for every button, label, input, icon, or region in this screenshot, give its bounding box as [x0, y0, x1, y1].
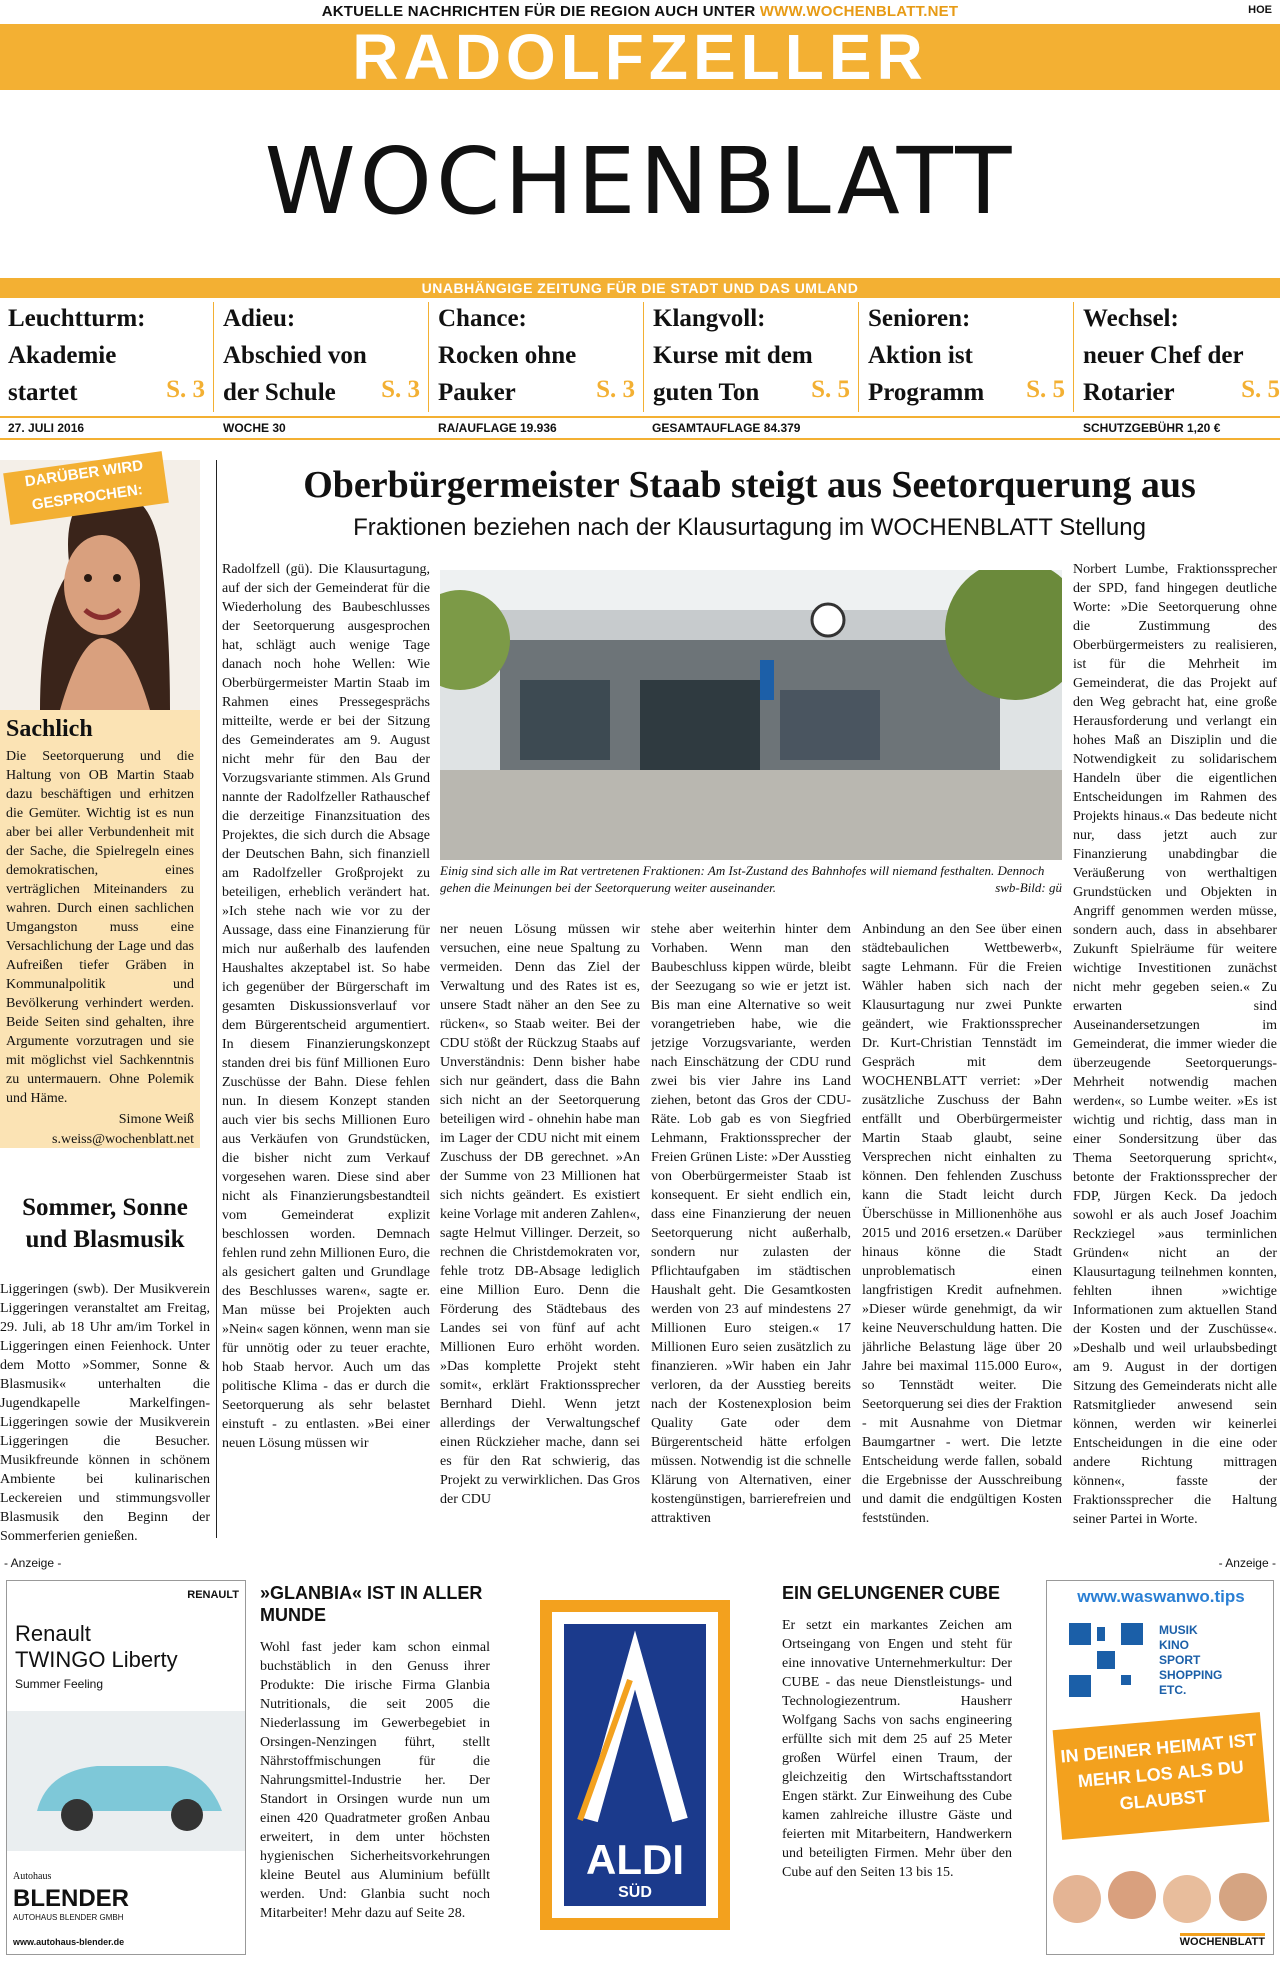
teaser-line: Klangvoll: — [653, 305, 766, 332]
waswanwo-ad[interactable] — [1046, 1580, 1274, 1955]
issue-meta — [0, 416, 1280, 440]
waswanwo-slogan: IN DEINER HEIMAT IST MEHR LOS ALS DU GLAUBST — [1053, 1712, 1270, 1840]
teaser-line: Abschied von — [223, 342, 367, 369]
teaser-line: Senioren: — [868, 305, 971, 332]
teaser-2[interactable] — [215, 300, 428, 414]
commentary-title: Sachlich — [6, 716, 93, 742]
commentary-box — [0, 710, 200, 1148]
teaser-line: Adieu: — [223, 305, 296, 332]
waswanwo-categories — [1159, 1623, 1222, 1698]
teaser-5[interactable] — [860, 300, 1073, 414]
glanbia-text: Wohl fast jeder kam schon einmal buchstäblich in den Genuss ihrer Produkte: Die irische Firma Glanbia Nutritionals, die seit 2005 die Niederlassung im Gewerbegebiet in Orsingen-Nenzingen führt, stellt Nährstoffmischungen für die Nahrungsmittel-Industrie her. Der Standort in Orsingen wurde nun um einen 420 Quadratmeter großen Anbau erweitert, in dem unter höchsten hygienischen Sicherheitsvorkehrungen kleine Beutel aus Aluminium befüllt werden. Und: Glanbia sucht noch Mitarbeiter! Mehr dazu auf Seite 28. — [260, 1640, 490, 1921]
issue-date: 27. JULI 2016 — [8, 421, 85, 435]
waswanwo-brand: WOCHENBLATT — [1180, 1933, 1265, 1948]
teaser-page: S. 3 — [381, 376, 420, 403]
teaser-line: Akademie — [8, 342, 117, 369]
top-strip-url[interactable]: WWW.WOCHENBLATT.NET — [759, 3, 959, 20]
renault-model-name: TWINGO Liberty — [15, 1647, 178, 1672]
teaser-divider — [643, 302, 644, 412]
sommer-text: Liggeringen (swb). Der Musikverein Liggeringen veranstaltet am Freitag, 29. Juli, ab 18 Uhr am/im Torkel in Liggeringen einen Feienhock. Unter dem Motto »Sommer, Sonne & Blasmusik« unterhalten die Jugendkapelle Markelfingen-Liggeringen sowie der Musikverein Liggeringen die Besucher. Musikfreunde können in schönem Ambiente bei kulinarischen Leckereien und stimmungsvoller Blasmusik den Beginn der Sommerferien genießen. — [0, 1282, 210, 1544]
qr-code-icon — [1067, 1621, 1145, 1699]
advertorial-cube — [782, 1582, 1012, 1882]
teaser-divider — [1073, 302, 1074, 412]
article-headline: Oberbürgermeister Staab steigt aus Seetorquerung aus — [303, 464, 1196, 506]
teaser-line: Chance: — [438, 305, 527, 332]
dealer-sub: AUTOHAUS BLENDER GMBH — [13, 1913, 124, 1922]
teaser-line: Rocken ohne — [438, 342, 577, 369]
teaser-line: Leuchtturm: — [8, 305, 146, 332]
advertorial-glanbia — [260, 1582, 490, 1923]
article-column-4: Anbindung an den See über einen städtebaulichen Wettbewerb«, sagte Lehmann. Für die Freien Wähler haben sich nach der Klausurtagung nur zwei Punkte geändert, wie Fraktionssprecher Dr. Kurt-Christian Tennstädt im Gespräch mit dem WOCHENBLATT verriet: »Der zusätzliche Zuschuss der Bahn entfällt und Oberbürgermeister Martin Staab glaubt, seine Versprechen nicht einhalten zu können. Den fehlenden Zuschuss kann die Stadt leicht durch Überschüsse in Millionenhöhe aus 2015 und 2016 ersetzen.« Darüber hinaus könne die Stadt unproblematisch einen langfristigen Kredit aufnehmen. »Dieser würde genehmigt, da wir keine Neuverschuldung hatten. Die jährliche Belastung läge über 20 Jahre bei maximal 115.000 Euro«, so Tennstädt weiter. Die Seetorquerung sei dies der Fraktion - mit Ausnahme von Dietmar Baumgartner - wert. Die letzte Entscheidung werde fallen, sobald die Ergebnisse der Ausschreibung und damit die endgültigen Kosten feststünden. — [862, 922, 1062, 1526]
renault-claim: Summer Feeling — [15, 1677, 104, 1691]
teaser-page: S. 5 — [1026, 376, 1065, 403]
glanbia-title: »GLANBIA« IST IN ALLER MUNDE — [260, 1583, 483, 1625]
masthead-band — [0, 21, 1280, 93]
teaser-page: S. 3 — [166, 376, 205, 403]
teaser-line: Pauker — [438, 379, 516, 406]
cube-text: Er setzt ein markantes Zeichen am Ortseingang von Engen und steht für eine innovative Unternehmerkultur: Der CUBE - das neue Dienstleistungs- und Technologiezentrum. Hausherr Wolfgang Sachs von sachs engineering erfüllte sich mit dem 25 auf 25 Meter großen Würfel einen Traum, der gleichzeitig den Wirtschaftsstandort Engen stärkt. Zur Einweihung des Cube kamen zahlreiche illustre Gäste und feierten mit Mitarbeitern, Handwerkern und beteiligten Firmen. Mehr über den Cube auf den Seiten 13 bis 15. — [782, 1618, 1012, 1880]
masthead-title: WOCHENBLATT — [264, 128, 1016, 235]
teaser-3[interactable] — [430, 300, 643, 414]
commentary-author: Simone Weiß — [118, 1112, 194, 1127]
teaser-page: S. 5 — [811, 376, 850, 403]
issue-week: WOCHE 30 — [223, 421, 286, 435]
teaser-line: Aktion ist — [868, 342, 973, 369]
dealer-name: BLENDER — [13, 1885, 130, 1912]
teaser-4[interactable] — [645, 300, 858, 414]
teaser-6[interactable] — [1075, 300, 1280, 414]
faces-image — [1047, 1849, 1274, 1929]
waswanwo-category: KINO — [1159, 1638, 1189, 1652]
dealer-top: Autohaus — [13, 1871, 52, 1882]
masthead-city: RADOLFZELLER — [352, 21, 928, 93]
teaser-line: der Schule — [223, 379, 336, 406]
article-column-3: stehe aber weiterhin hinter dem Vorhaben. Wenn man den Baubeschluss kippen würde, bleibt der Seezugang so wie er jetzt ist. Bis man eine Alternative so weit vorangetrieben habe, wie die jetzige Vorzugsvariante, werden nach Einschätzung der CDU rund zwei bis vier Jahre ins Land ziehen, betont das Gros der CDU-Räte. Lob gab es von Siegfried Lehmann, Fraktionssprecher der Freien Grünen Liste: »Der Ausstieg von Oberbürgermeister Staab ist konsequent. Er sieht endlich ein, dass eine Finanzierung der neuen Seetorquerung nicht außerhalb, sondern nur zulasten der Pflichtaufgaben im städtischen Haushalt geht. Die Gesamtkosten werden von 23 auf mindestens 27 Millionen Euro steigen.« 17 Millionen Euro seien zusätzlich zu finanzieren. »Wir haben ein Jahr verloren, da der Ausstieg bereits nach der Kostenexplosion beim Quality Gate oder dem Bürgerentscheid hätte erfolgen müssen. Notwendig ist die schnelle Klärung von Alternativen, einer kostengünstigen, barrierefreien und attraktiven — [651, 922, 851, 1526]
waswanwo-category: MUSIK — [1159, 1623, 1198, 1637]
teaser-bar — [0, 298, 1280, 416]
waswanwo-category: ETC. — [1159, 1683, 1187, 1697]
teaser-line: Kurse mit dem — [653, 342, 813, 369]
article-column-2: ner neuen Lösung müssen wir versuchen, eine neue Spaltung zu vermeiden. Denn das Ziel der Verwaltung und des Rates ist es, unsere Stadt näher an den See zu rücken«, so Staab weiter. Bei der CDU stößt der Rückzug Staabs auf Unverständnis: Denn bisher habe sich nur geändert, dass die Bahn sich nicht an der Seetorquerung beteiligen wird - ohnehin habe man im Lager der CDU nicht mit einem Zuschuss der DB gerechnet. »An der Summe von 23 Millionen hat sich nichts geändert. Es existiert keine Vorlage mit anderen Zahlen«, sagte Helmut Villinger. Derzeit, so rechnen die Christdemokraten vor, fehle trotz DB-Absage lediglich eine Million Euro. Denn die Förderung des Städtebaus des Landes sei von fünf auf acht Millionen Euro erhöht worden. »Das komplette Projekt steht somit«, erklärt Fraktionssprecher Bernhard Diehl. Wenn jetzt allerdings der Verwaltungschef einen Rückzieher mache, dann sei es für den Rat schwierig, das Projekt zu verwirklichen. Das Gros der CDU — [440, 922, 640, 1507]
teaser-line: guten Ton — [653, 379, 760, 406]
issue-auflage: RA/AUFLAGE 19.936 — [438, 421, 557, 435]
teaser-line: startet — [8, 379, 78, 406]
teaser-1[interactable] — [0, 300, 213, 414]
teaser-line: neuer Chef der — [1083, 342, 1244, 369]
waswanwo-url[interactable]: www.waswanwo.tips — [1077, 1587, 1245, 1606]
aldi-name: ALDI — [586, 1836, 684, 1883]
sommer-headline: Sommer, Sonne und Blasmusik — [22, 1194, 188, 1253]
commentary-email[interactable]: s.weiss@wochenblatt.net — [52, 1132, 194, 1147]
teaser-line: Programm — [868, 379, 985, 406]
teaser-divider — [213, 302, 214, 412]
teaser-divider — [428, 302, 429, 412]
renault-brand: RENAULT — [187, 1589, 239, 1601]
issue-gesamtauflage: GESAMTAUFLAGE 84.379 — [652, 421, 801, 435]
article-photo — [440, 570, 1062, 860]
tagline: UNABHÄNGIGE ZEITUNG FÜR DIE STADT UND DAS UMLAND — [0, 278, 1280, 298]
commentary-text: Die Seetorquerung und die Haltung von OB Martin Staab dazu beschäftigen und erhitzen die Gemüter. Wichtig ist es nun aber bei aller Verbundenheit mit der Sache, die Spielregeln eines demokratischen, eines verträglichen Miteinanders zu wahren. Durch einen sachlichen Umgangston muss eine Versachlichung der Lage und das Aufreißen tiefer Gräben in Kommunalpolitik und Bevölkerung verhindert werden. Beide Seiten sind gehalten, ihre Argumente vorzutragen und sie mit möglichst viel Sachkenntnis zu untermauern. Ohne Polemik und Häme. — [6, 749, 194, 1106]
photo-caption — [440, 862, 1062, 896]
article-column-1: Radolfzell (gü). Die Klausurtagung, auf der sich der Gemeinderat für die Wiederholung des Baubeschlusses der Seetorquerung ausgesprochen hat, schlägt auch wenige Tage danach noch hohe Wellen: Wie Oberbürgermeister Martin Staab im Rahmen eines Pressegesprächs mitteilte, werde er bei der Sitzung des Gemeinderates am 9. August nicht mehr für den Bau der Vorzugsvariante stimmen. Als Grund nannte der Radolfzeller Rathauschef die derzeitige Finanzsituation des Projektes, die sich durch die Absage der Deutschen Bahn, sich finanziell am Radolfzeller Großprojekt zu beteiligen, erheblich verändert hat. »Ich stehe nach wie vor zu der Aussage, dass eine Finanzierung für mich nur außerhalb des laufenden Haushaltes akzeptabel ist. So habe ich gegenüber der Bürgerschaft im gesamten Diskussionsverlauf vor dem Bürgerentscheid argumentiert. In diesem Finanzierungskonzept standen drei bis fünf Millionen Euro Zuschüsse der Bahn. Diese fehlen nun. In diesem Konzept standen auch vier bis sechs Millionen Euro aus Verkäufen von Grundstücken, die bisher nicht zum Verkauf vorgesehen waren. Diese sind aber nicht als Finanzierungsbestandteil vom Gemeinderat explizit beschlossen worden. Demnach fehlen rund zehn Millionen Euro, die als gesichert galten und Grundlage des Beschlusses waren«, sagte er. Man müsse bei Projekten auch »Nein« sagen können, wenn man sie für unnötig oder zu teuer erachte, hob Staab hervor. Auch um das politische Klima - das er durch die Seetorquerung als sehr belastet einstuft - zu entlasten. »Bei einer neuen Lösung müssen wir — [222, 562, 430, 1451]
column-divider — [216, 460, 217, 1538]
teaser-line: Wechsel: — [1083, 305, 1179, 332]
renault-ad[interactable] — [6, 1580, 246, 1955]
cube-title: EIN GELUNGENER CUBE — [782, 1583, 1001, 1603]
photo-credit: swb-Bild: gü — [995, 880, 1062, 895]
teaser-line: Rotarier — [1083, 379, 1175, 406]
edition-code: HOE — [1248, 4, 1272, 16]
waswanwo-category: SHOPPING — [1159, 1668, 1223, 1682]
ad-marker-left: - Anzeige - — [4, 1556, 62, 1570]
ad-marker-right: - Anzeige - — [1218, 1556, 1276, 1570]
waswanwo-category: SPORT — [1159, 1653, 1201, 1667]
renault-model: Renault — [15, 1621, 91, 1646]
teaser-page: S. 3 — [596, 376, 635, 403]
car-image — [7, 1711, 246, 1851]
top-strip-text: AKTUELLE NACHRICHTEN FÜR DIE REGION AUCH UNTER — [321, 3, 756, 20]
aldi-ad[interactable] — [530, 1600, 740, 1930]
aldi-sub: SÜD — [618, 1884, 652, 1901]
sidebar-badge: DARÜBER WIRD GESPROCHEN: — [3, 451, 169, 525]
photo-caption-text: Einig sind sich alle im Rat vertretenen Fraktionen: Am Ist-Zustand des Bahnhofes will niemand festhalten. Dennoch gehen die Meinungen bei der Seetorquerung weiter auseinander. — [440, 863, 1045, 895]
article-column-5: Norbert Lumbe, Fraktionssprecher der SPD, fand hingegen deutliche Worte: »Die Seetorquerung ohne die Zustimmung des Oberbürgermeisters zu realisieren, ist für die Mehrheit im Gemeinderat, die das Projekt auf den Weg gebracht hat, eine große Herausforderung und verlangt ein hohes Maß an Disziplin und die Notwendigkeit zu solidarischem Handeln über die eigentlichen Entscheidungen im Rahmen des Projekts hinaus.« Das bedeute nicht nur, dass jetzt auch zur Finanzierung unabdingbar die Veräußerung von werthaltigen Grundstücken und Objekten in Angriff genommen werden müsse, sondern auch, dass in absehbarer Zukunft Spielräume für weitere wichtige Investitionen zunächst nicht mehr gegeben seien.« Zu erwarten sind Auseinandersetzungen im Gemeinderat, die immer wieder die überzeugende Seetorquerungs-Mehrheit notwendig machen werden«, so Lumbe weiter. »Es ist wichtig und richtig, dass man in einer Sondersitzung über das Thema Seetorquerung spricht«, betonte der Fraktionssprecher der FDP, Jürgen Keck. Da jedoch sowohl er als auch Josef Joachim Reckziegel »aus terminlichen Gründen« nicht an der Klausurtagung teilnehmen konnten, fehlten ihnen »wichtige Informationen zum aktuellen Stand der Kosten und der Zuschüsse«. »Deshalb und weil urlaubsbedingt am 9. August in der dortigen Sitzung des Gemeinderats nicht alle Ratsmitglieder anwesend sein können, werden wir keinerlei Entscheidungen in die eine oder andere Richtung mittragen können«, fasste der Fraktionssprecher die Haltung seiner Partei in Worte. — [1073, 562, 1277, 1527]
dealer-web[interactable]: www.autohaus-blender.de — [13, 1937, 125, 1947]
teaser-divider — [858, 302, 859, 412]
teaser-page: S. 5 — [1241, 376, 1280, 403]
issue-fee: SCHUTZGEBÜHR 1,20 € — [1083, 421, 1221, 435]
article-subhead: Fraktionen beziehen nach der Klausurtagung im WOCHENBLATT Stellung — [353, 514, 1146, 541]
